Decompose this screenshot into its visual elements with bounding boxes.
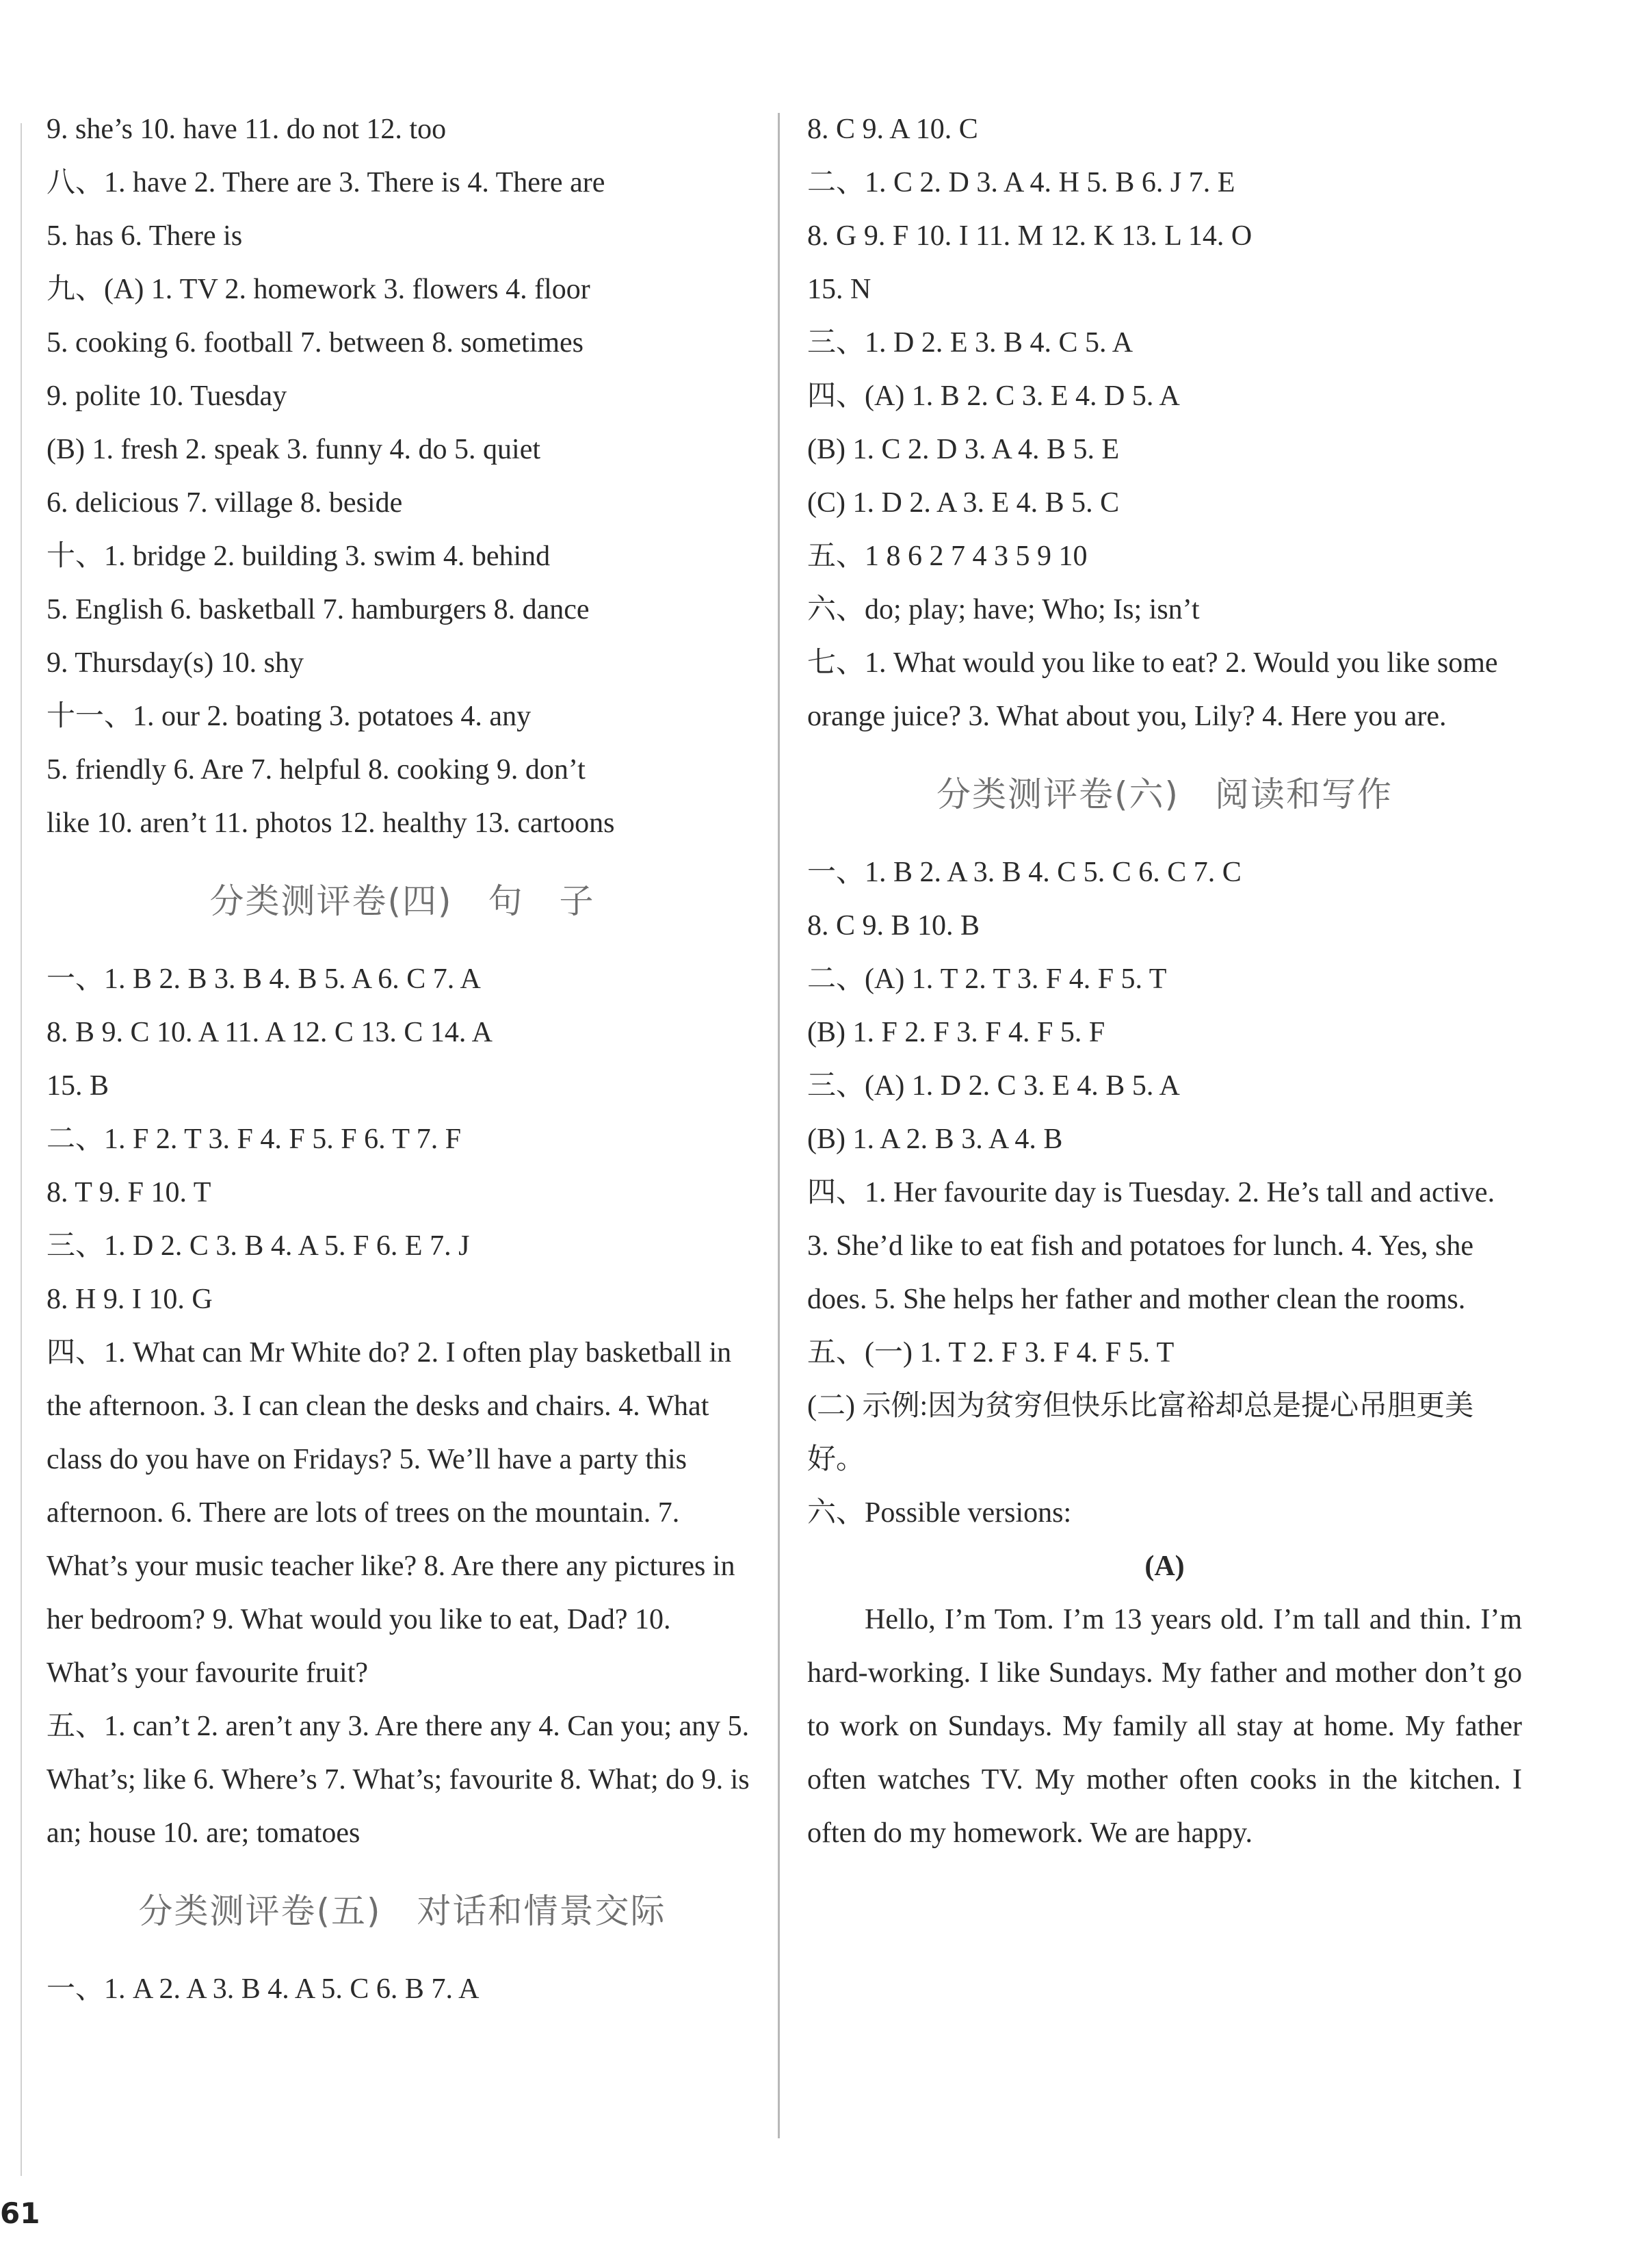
answer-line: 三、1. D 2. E 3. B 4. C 5. A [807,327,1133,359]
answer-line: 5. has 6. There is [47,220,243,252]
answer-paragraph: 七、1. What would you like to eat? 2. Would you like some orange juice? 3. What about you, Lily? 4. Here you are. [807,647,1498,732]
left-column [47,103,758,2016]
answer-line: 六、Possible versions: [807,1497,1072,1529]
answer-line: 十一、1. our 2. boating 3. potatoes 4. any [47,701,532,732]
answer-line: 五、(一) 1. T 2. F 3. F 4. F 5. T [807,1337,1175,1369]
page-number: 61 [0,2196,40,2230]
answer-line: 8. C 9. A 10. C [807,114,978,145]
answer-line: 二、1. C 2. D 3. A 4. H 5. B 6. J 7. E [807,167,1235,198]
answer-line: (B) 1. A 2. B 3. A 4. B [807,1124,1063,1155]
answer-line: 五、1 8 6 2 7 4 3 5 9 10 [807,541,1088,572]
right-column [807,103,1522,1860]
version-label: (A) [1144,1551,1185,1582]
answer-line: (C) 1. D 2. A 3. E 4. B 5. C [807,487,1120,519]
answer-paragraph: 五、1. can’t 2. aren’t any 3. Are there any 4. Can you; any 5. What’s; like 6. Where’s 7. What’s; favourite 8. What; do 9. is an; house 10. are; tomatoes [47,1711,750,1849]
answer-line: 二、(A) 1. T 2. T 3. F 4. F 5. T [807,963,1167,995]
answer-line: 十、1. bridge 2. building 3. swim 4. behind [47,541,551,572]
section-heading: 分类测评卷(五) 对话和情景交际 [138,1891,666,1931]
section-heading: 分类测评卷(四) 句 子 [209,881,595,921]
answer-line: 9. polite 10. Tuesday [47,380,287,412]
answer-line: 9. she’s 10. have 11. do not 12. too [47,114,447,145]
answer-line: 6. delicious 7. village 8. beside [47,487,403,519]
answer-line: (B) 1. C 2. D 3. A 4. B 5. E [807,434,1120,465]
answer-line: 六、do; play; have; Who; Is; isn’t [807,594,1200,625]
answer-paragraph: 四、1. Her favourite day is Tuesday. 2. He’s tall and active. 3. She’d like to eat fish and potatoes for lunch. 4. Yes, she does. 5. She helps her father and mother clean the rooms. [807,1177,1495,1315]
answer-line: 一、1. B 2. A 3. B 4. C 5. C 6. C 7. C [807,857,1242,888]
answer-line: 8. T 9. F 10. T [47,1177,211,1208]
answer-line: 5. English 6. basketball 7. hamburgers 8. dance [47,594,590,625]
answer-line: 5. cooking 6. football 7. between 8. sometimes [47,327,584,359]
answer-line: 四、(A) 1. B 2. C 3. E 4. D 5. A [807,380,1180,412]
answer-line: 8. B 9. C 10. A 11. A 12. C 13. C 14. A [47,1017,493,1048]
answer-paragraph: 四、1. What can Mr White do? 2. I often play basketball in the afternoon. 3. I can clean the desks and chairs. 4. What class do you have on Fridays? 5. We’ll have a party this afternoon. 6. There are lots of trees on the mountain. 7. What’s your music teacher like? 8. Are there any pictures in her bedroom? 9. What would you like to eat, Dad? 10. What’s your favourite fruit? [47,1337,735,1689]
answer-line: 二、1. F 2. T 3. F 4. F 5. F 6. T 7. F [47,1124,462,1155]
answer-line: 8. H 9. I 10. G [47,1284,213,1315]
answer-line: 三、(A) 1. D 2. C 3. E 4. B 5. A [807,1070,1180,1102]
answer-line: 一、1. B 2. B 3. B 4. B 5. A 6. C 7. A [47,963,481,995]
answer-paragraph: (二) 示例:因为贫穷但快乐比富裕却总是提心吊胆更美好。 [807,1390,1474,1475]
answer-line: 八、1. have 2. There are 3. There is 4. There are [47,167,605,198]
section-heading: 分类测评卷(六) 阅读和写作 [936,775,1393,814]
column-divider [778,113,780,2138]
answer-line: 8. G 9. F 10. I 11. M 12. K 13. L 14. O [807,220,1253,252]
answer-line: 15. B [47,1070,109,1102]
page-edge-line [21,123,22,2176]
answer-line: (B) 1. F 2. F 3. F 4. F 5. F [807,1017,1105,1048]
answer-line: like 10. aren’t 11. photos 12. healthy 13. cartoons [47,807,615,839]
answer-line: 九、(A) 1. TV 2. homework 3. flowers 4. floor [47,274,590,305]
answer-line: 一、1. A 2. A 3. B 4. A 5. C 6. B 7. A [47,1973,480,2005]
essay-paragraph: Hello, I’m Tom. I’m 13 years old. I’m tall and thin. I’m hard-working. I like Sundays. My father and mother don’t go to work on Sundays. My family all stay at home. My father often watches TV. My mother often cooks in the kitchen. I often do my homework. We are happy. [807,1604,1522,1849]
answer-line: 8. C 9. B 10. B [807,910,980,942]
answer-line: 9. Thursday(s) 10. shy [47,647,304,679]
answer-line: 5. friendly 6. Are 7. helpful 8. cooking 9. don’t [47,754,586,786]
answer-line: 15. N [807,274,871,305]
answer-line: (B) 1. fresh 2. speak 3. funny 4. do 5. quiet [47,434,541,465]
answer-line: 三、1. D 2. C 3. B 4. A 5. F 6. E 7. J [47,1230,470,1262]
